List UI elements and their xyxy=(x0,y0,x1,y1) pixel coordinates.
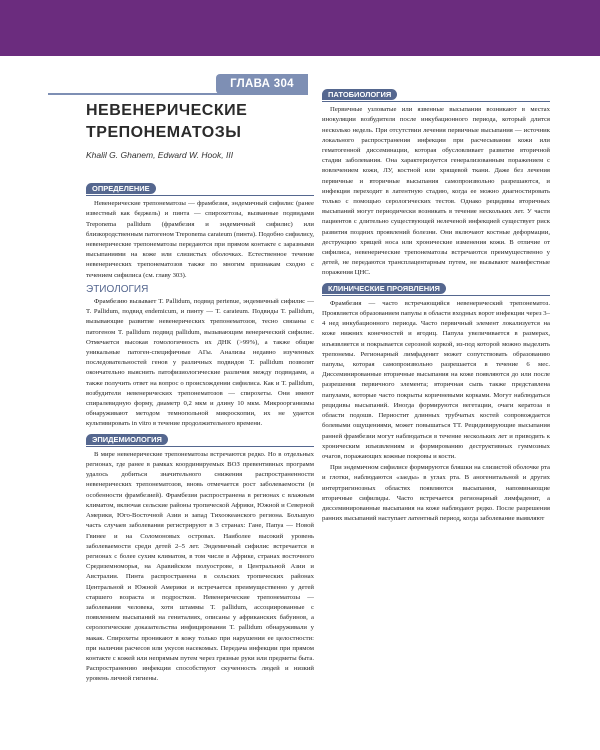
etiology-text: Фрамбезию вызывает T. Pallidum, подвид pertenue, эндемичный сифилис — T. Pallidum, подвид endemicum, и пинту — T. carateum. Подвиды T. pallidum, вызывающие развитие невенерических трепонематозов, тесно связаны с патогеном T. pallidum подвид pallidum, вызывающим венерический сифилис. Отмечается высокая гомологичность их ДНК (>99%), а также общие уникальные патоген-специфичные АГы. Анализы недавно изученных последовательностей генов у различных подвидов T. pallidum позволят окончательно выяснить патофизиологические различия между подвидами, а также получить ответ на вопрос о происхождении сифилиса. Как и T. pallidum, возбудители невенерических трепонематозов — спирохеты. Они имеют спиралевидную форму, диаметр 0,2 мкм и длину 10 мкм. Микроорганизмы обнаруживают методом темнопольной микроскопии, их не удается культивировать in vitro в течение продолжительного времени. xyxy=(86,298,314,428)
clinical-text-1: Фрамбезия — часто встречающийся невенерический трепонематоз. Проявляется образованием папулы в области входных ворот инфекции через 3–4 нед инкубационного периода. Часто первичный элемент локализуется на коже нижних конечностей и ягодиц. Папула увеличивается в размерах, изъязвляется и покрывается серозной коркой, из-под которой можно выделить трепонемы. Регионарный лимфаденит может сопутствовать образованию папулы, которая самопроизвольно разрешается в течение 6 мес. Диссеминированные вторичные высыпания на коже появляются до или после разрешения первичного элемента; вторичная сыпь также представлена папулами, которые часто покрыты коричневыми корками. Могут наблюдаться рецидивы высыпаний. Иногда формируются вегетации, очаги кератоза в области подошв. Периостит длинных трубчатых костей сопровождается болевыми ощущениями, может повышаться ТТ. Рецидивирующие высыпания ранней фрамбезии могут наблюдаться в течение нескольких лет и приводить к хроническим изъязвлениям и формированию деструктивных гуммозных очагов, поражающих кожные покровы и кости. xyxy=(322,299,550,460)
epidemiology-text: В мире невенерические трепонематозы встречаются редко. Но в отдельных регионах, где ранее в рамках координируемых ВОЗ превентивных программ удалось добиться значительного снижения распространенности невенерических трепонематозов, вновь отмечается рост заболеваемости (в особенности фрамбезией). Фрамбезия распространена в регионах с влажным климатом, включая сельские районы тропической Африки, Южной и Северной Америки, Юго-Восточной Азии и запад Тихоокеанского региона. Большую часть случаев заболевания регистрируют в 3 странах: Гане, Папуа — Новой Гвинее и на Соломоновых островах. Наиболее высокий уровень заболеваемости среди детей 2–5 лет. Эндемичный сифилис встречается в регионах с более сухим климатом, в том числе в Африке, странах восточного Средиземноморья, на Аравийском полуострове, в Центральной Азии и Австралии. Пинта распространена в сельских тропических районах Центральной и Южной Америки и встречается преимущественно у детей старшего возраста и подростков. Невенерические трепонематозы — заболевания человека, хотя штаммы T. pallidum, ассоциированные с появлением высыпаний на гениталиях, описаны у африканских бабуинов, а серологические доказательства инфицирования T. pallidum обнаруживали у макак. Спирохеты проникают в кожу только при нарушении ее целостности: при наличии расчесов или укусов насекомых. Передача инфекции при прямом контакте с кожей или непрямым путем через грязные руки или предметы быта. Распространению инфекции способствуют скученность людей и низкий уровень личной гигиены. xyxy=(86,450,314,683)
chapter-rule xyxy=(48,93,308,95)
section-heading-epidemiology: ЭПИДЕМИОЛОГИЯ xyxy=(86,434,168,445)
section-rule xyxy=(86,446,314,447)
section-heading-clinical: КЛИНИЧЕСКИЕ ПРОЯВЛЕНИЯ xyxy=(322,283,446,294)
section-heading-pathobiology: ПАТОБИОЛОГИЯ xyxy=(322,89,397,100)
chapter-title: НЕВЕНЕРИЧЕСКИЕ ТРЕПОНЕМАТОЗЫ xyxy=(86,102,248,141)
section-heading-definition: ОПРЕДЕЛЕНИЕ xyxy=(86,183,156,194)
clinical-text-2: При эндемичном сифилисе формируются бляшки на слизистой оболочке рта и глотки, наблюдаются «заеды» в углах рта. В аногенитальной и других интертригинозных областях появляются высыпания, напоминающие вторичные сифилиды. Часто встречается регионарный лимфаденит, а диссеминированные высыпания на коже наблюдают редко. После разрешения ранних высыпаний наступает латентный период, когда заболевание выявляют xyxy=(322,464,550,523)
right-column xyxy=(322,86,550,525)
top-color-band xyxy=(0,0,600,56)
section-rule xyxy=(322,101,550,102)
definition-text: Невенерические трепонематозы — фрамбезия, эндемичный сифилис (ранее известный как беджель) и пинта — спирохетозы, вызванные подвидами Treponema pallidum (фрамбезия и эндемичный сифилис) или близкородственным патогеном Treponema carateum (пинта). Подобно сифилису, невенерические трепонематозы передаются при прямом контакте с заразными высыпаниями на коже или слизистых оболочках. Естественное течение невенерических трепонематозов также по многим признакам сходно с течением сифилиса (см. главу 303). xyxy=(86,200,314,279)
authors: Khalil G. Ghanem, Edward W. Hook, III xyxy=(86,150,234,160)
pathobiology-text: Первичные узловатые или язвенные высыпания возникают в местах инокуляции возбудителя после инкубационного периода, который длится несколько недель. При отсутствии лечения первичные высыпания — источник локального распространения инфекции при расчесывании кожи или гематогенной диссеминации, которая обусловливает развитие вторичной стадии заболевания. Она характеризуется генерализованным поражением с вовлечением кожи, ЛУ, костной или хрящевой ткани. Даже без лечения первичные и вторичные высыпания самопроизвольно разрешаются, и инфекция переходит в латентную стадию, когда ее можно диагностировать только с помощью серологических тестов. Однако рецидивы вторичных высыпаний могут периодически возникать в течение нескольких лет. У части пациентов с длительно существующей нелеченой инфекцией существует риск развития поздних проявлений болезни. Они включают костные деформации, деструкцию хрящей носа или хронические изменения кожи. В отличие от сифилиса, невенерические трепонематозы встречаются преимущественно у детей, не передаются трансплацентарным путем, не вызывают манифестные поражения ЦНС. xyxy=(322,106,550,277)
section-rule xyxy=(322,295,550,296)
left-column xyxy=(86,180,314,686)
section-rule xyxy=(86,195,314,196)
chapter-label: ГЛАВА 304 xyxy=(216,74,308,94)
section-heading-etiology: ЭТИОЛОГИЯ xyxy=(86,283,149,295)
